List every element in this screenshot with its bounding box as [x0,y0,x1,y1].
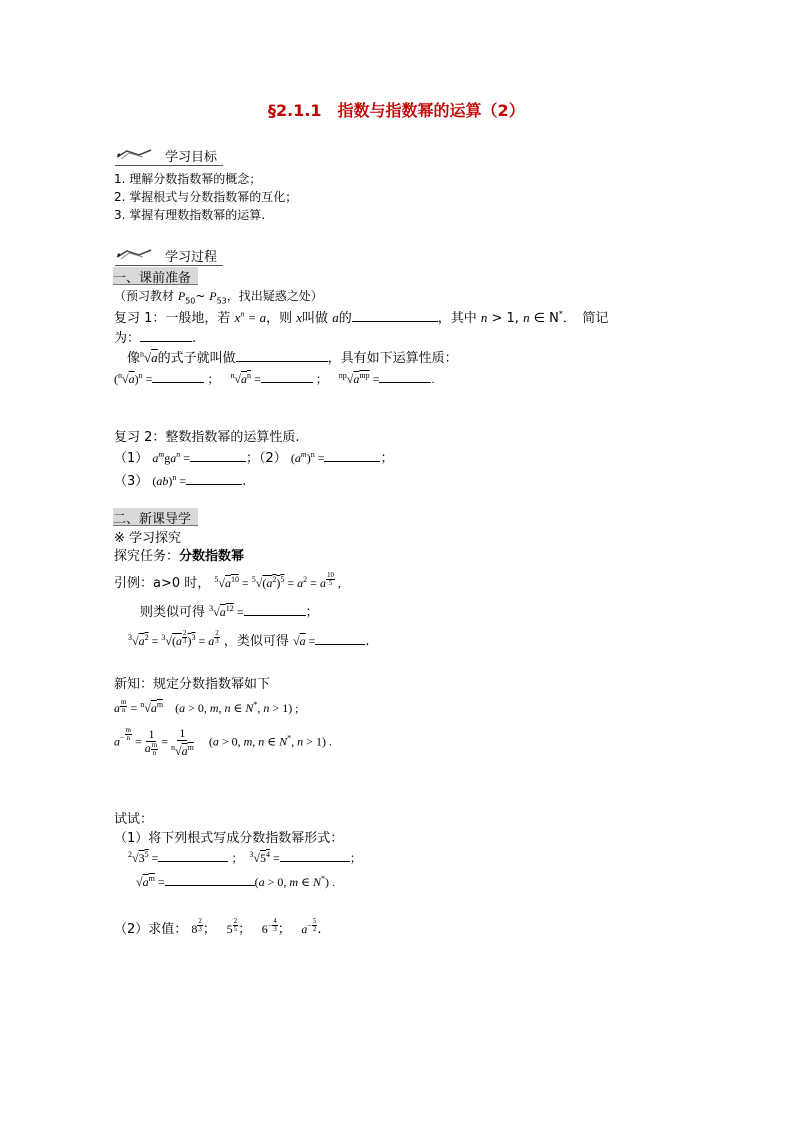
objective-item: 3. 掌握有理数指数幂的运算. [114,208,266,222]
review2-line2: （3） (ab)$^n$ = . [114,473,247,489]
try2-line: （2）求值： 8 $\frac{2}{3}$ ； 5 $\frac{2}{5}$ ； 6− $\frac{4}{3}$ ； a− $\frac{5}{2}$ . [114,917,322,937]
task-line: 探究任务：分数指数幂 [114,549,245,564]
page-title: §2.1.1 指数与指数幂的运算（2） [268,101,525,120]
review1-line: 复习 1：一般地，若 $x^n = a$，则 x叫做 a的 ，其中 n > 1, n ∈ N*． 简记 [114,309,609,326]
pen-icon [115,147,155,165]
review2-heading: 复习 2：整数指数幂的运算性质. [114,430,300,445]
part1-heading: 一、课前准备 [113,267,198,285]
explore-heading: ※ 学习探究 [114,531,182,546]
objective-item: 2. 掌握根式与分数指数幂的互化； [114,190,298,204]
review2-line1: （1） $a^mga^n$ = ；（2） $(a^m)^n$ = ； [114,450,394,466]
objectives-heading: 学习目标 [165,150,218,165]
section-heading-objectives [115,148,223,166]
pen-icon [115,247,155,265]
preview-line: （预习教材 $P_{50}\sim$ $P_{53}$，找出疑惑之处） [114,289,323,306]
definition-positive: a $\frac{m}{n}$ = $^n√a^m$ (a > 0, m, n ∈ N*, n > 1) ; [114,698,299,715]
root-properties: $(^n√a)^n$ = ； $^n√a^n$ = ； $^{np}√a^{mp}$ = . [114,371,435,386]
like-line: 像$^n$√a的式子就叫做 ，具有如下运算性质： [127,349,458,366]
section-heading-process [115,248,223,266]
example-line: 引例：a>0 时， $^5√a^{10} = ^5√(a^2)^5 = a^2 = a$ $\frac{10}{5}$ , [114,571,341,591]
process-heading: 学习过程 [165,250,218,265]
newknow-heading: 新知：规定分数指数幂如下 [114,677,271,692]
similar2-line: $^3√a^2 = ^3√(a$ $\frac{2}{3}$ )$^3$ = a $\frac{2}{3}$ ，类似可得 √a = . [128,629,370,649]
part2-heading: 二、新课导学 [113,508,198,526]
try1-line1: $^2√3^5$ = ； $^3√5^4$ = ； [128,850,362,865]
try-heading: 试试： [114,812,154,827]
similar1-line: 则类似可得 $^3√a^{12}$ = ； [140,604,319,620]
review1-line2: 为： . [114,331,197,346]
try1-line2: $√a^m = (a > 0$, m ∈ N*) . [136,874,335,889]
definition-negative: a− $\frac{m}{n}$ = 1 a $\frac{m}{n}$ = $\frac{1}{^n√a^m}$ (a > 0, m, n ∈ N*, n > 1) . [114,726,332,758]
try1-heading: （1）将下列根式写成分数指数幂形式： [114,831,344,846]
objective-item: 1. 理解分数指数幂的概念； [114,172,262,186]
